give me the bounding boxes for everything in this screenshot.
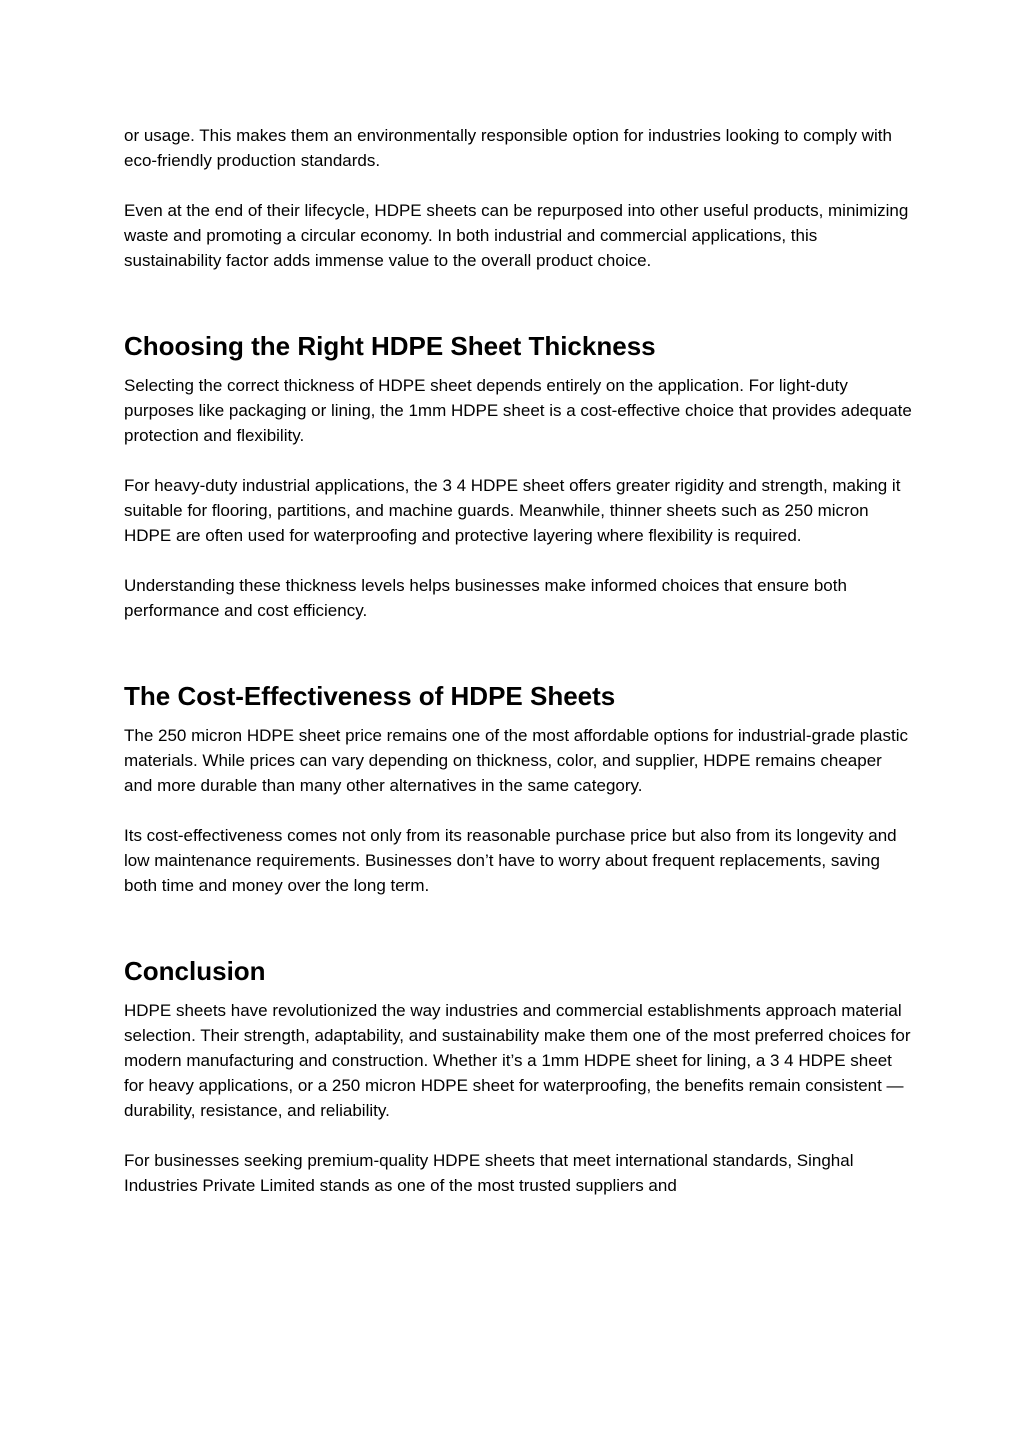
document-body [124,123,914,1198]
paragraph: The 250 micron HDPE sheet price remains one of the most affordable options for industrial-grade plastic materials. While prices can vary depending on thickness, color, and supplier, HDPE remains cheaper and more durable than many other alternatives in the same category. [124,726,908,795]
section-heading: Choosing the Right HDPE Sheet Thickness [124,331,656,361]
paragraph: Even at the end of their lifecycle, HDPE sheets can be repurposed into other useful products, minimizing waste and promoting a circular economy. In both industrial and commercial applications, this sustainability factor adds immense value to the overall product choice. [124,201,909,270]
paragraph: Understanding these thickness levels helps businesses make informed choices that ensure both performance and cost efficiency. [124,576,847,620]
paragraph: Selecting the correct thickness of HDPE sheet depends entirely on the application. For light-duty purposes like packaging or lining, the 1mm HDPE sheet is a cost-effective choice that provides adequate protection and flexibility. [124,376,912,445]
paragraph: HDPE sheets have revolutionized the way industries and commercial establishments approach material selection. Their strength, adaptability, and sustainability make them one of the most preferred choices for modern manufacturing and construction. Whether it’s a 1mm HDPE sheet for lining, a 3 4 HDPE sheet for heavy applications, or a 250 micron HDPE sheet for waterproofing, the benefits remain consistent — durability, resistance, and reliability. [124,1001,911,1120]
paragraph: For heavy-duty industrial applications, the 3 4 HDPE sheet offers greater rigidity and strength, making it suitable for flooring, partitions, and machine guards. Meanwhile, thinner sheets such as 250 micron HDPE are often used for waterproofing and protective layering where flexibility is required. [124,476,901,545]
paragraph: For businesses seeking premium-quality HDPE sheets that meet international standards, Singhal Industries Private Limited stands as one of the most trusted suppliers and [124,1151,854,1195]
section-heading: The Cost-Effectiveness of HDPE Sheets [124,681,616,711]
paragraph: Its cost-effectiveness comes not only from its reasonable purchase price but also from its longevity and low maintenance requirements. Businesses don’t have to worry about frequent replacements, saving both time and money over the long term. [124,826,897,895]
section-heading: Conclusion [124,956,266,986]
paragraph: or usage. This makes them an environmentally responsible option for industries looking to comply with eco-friendly production standards. [124,126,892,170]
